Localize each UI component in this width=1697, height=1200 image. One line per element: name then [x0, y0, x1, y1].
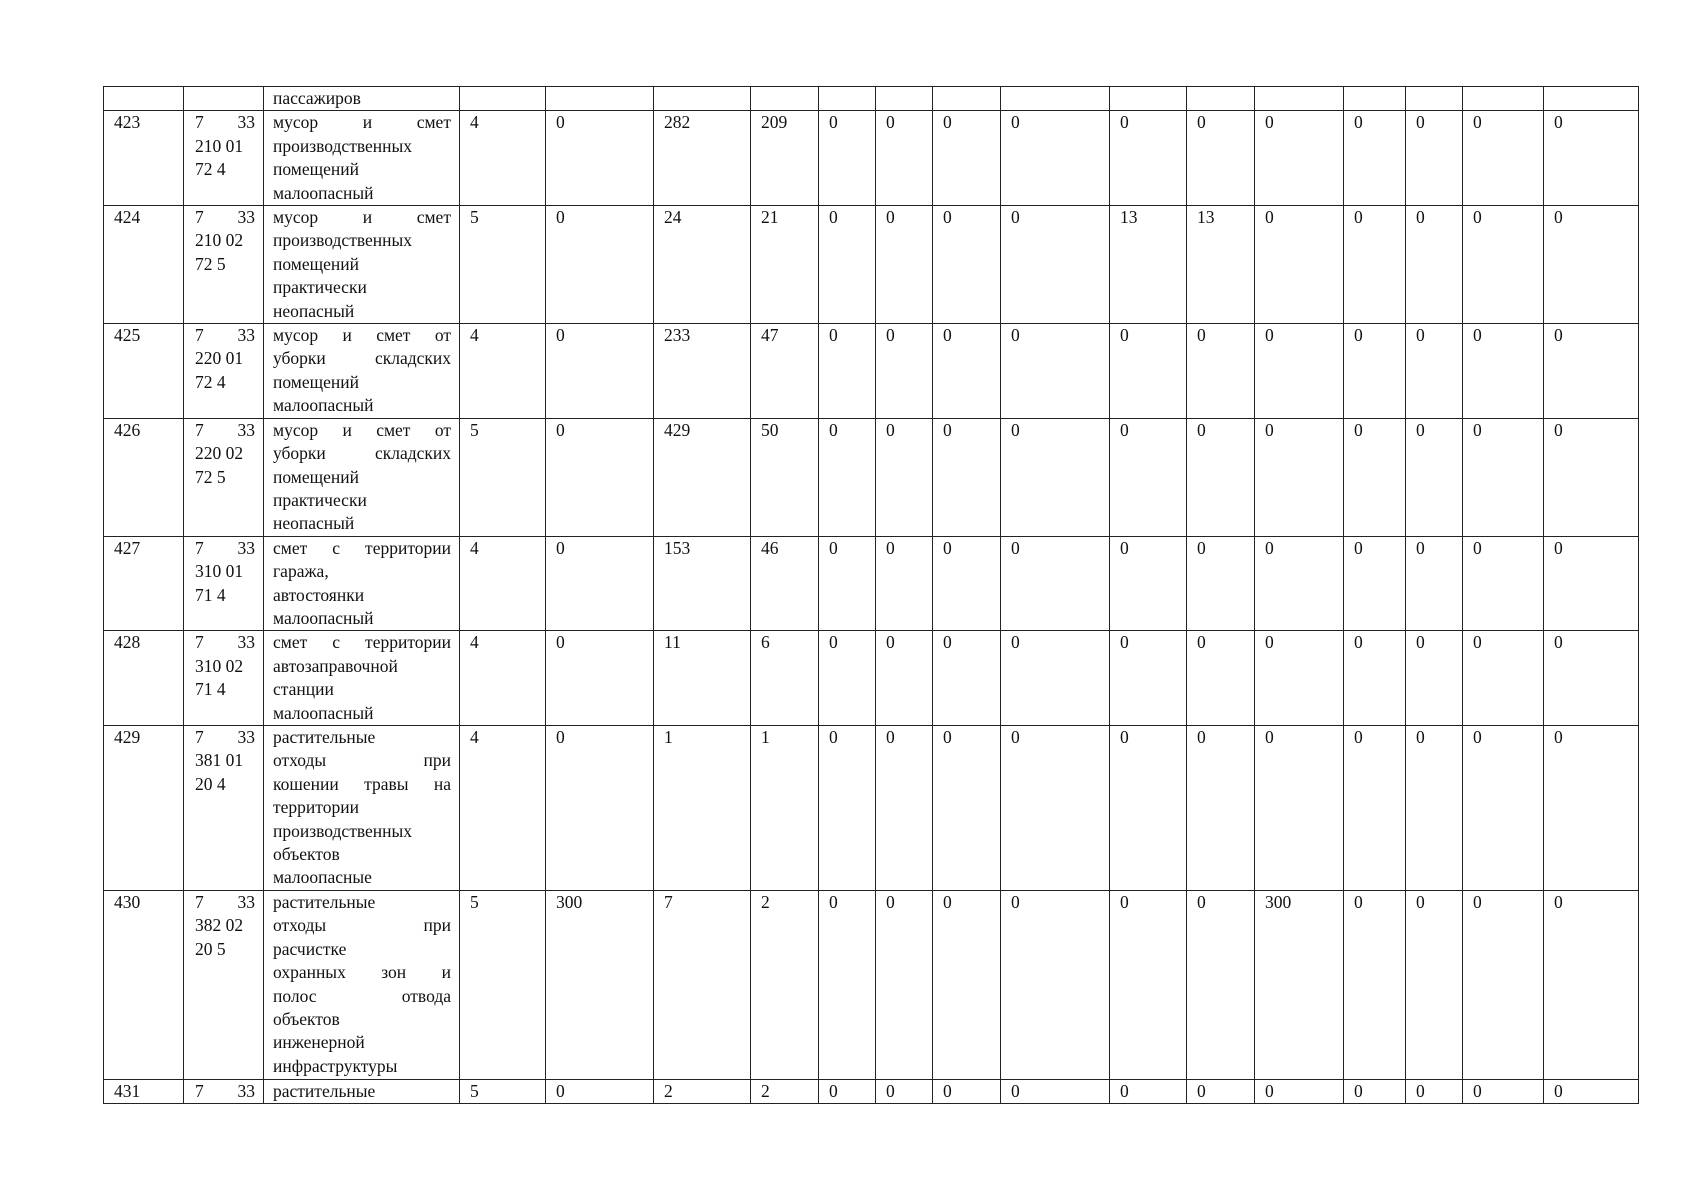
cell-value-col-7: 2 [751, 890, 819, 1079]
cell-value-col-7: 46 [751, 536, 819, 631]
cell-value-col-13: 13 [1187, 206, 1255, 324]
cell-value-col-5: 0 [546, 536, 654, 631]
cell-value-col-10: 0 [933, 1079, 1001, 1103]
cell-row-number: 424 [104, 206, 184, 324]
cell-value-col-8: 0 [819, 631, 876, 726]
cell-value-col-16: 0 [1406, 631, 1463, 726]
cell-value-col-6: 7 [654, 890, 751, 1079]
cell-value-col-17 [1463, 87, 1544, 111]
cell-value-col-16: 0 [1406, 1079, 1463, 1103]
table-row [104, 324, 1639, 419]
cell-value-col-4: 4 [460, 324, 546, 419]
waste-code-line: 7 33 [195, 325, 255, 346]
cell-value-col-4: 4 [460, 111, 546, 206]
cell-value-col-14: 0 [1255, 111, 1344, 206]
waste-name-line: помещений [273, 159, 359, 180]
cell-value-col-16: 0 [1406, 536, 1463, 631]
cell-value-col-10: 0 [933, 536, 1001, 631]
waste-code-line: 72 5 [195, 253, 226, 274]
cell-value-col-18: 0 [1544, 111, 1639, 206]
waste-name-line: мусор и смет [273, 207, 451, 228]
cell-value-col-5: 0 [546, 111, 654, 206]
cell-value-col-14: 0 [1255, 536, 1344, 631]
cell-value-col-14: 300 [1255, 890, 1344, 1079]
waste-name-line: станции [273, 679, 334, 700]
cell-value-col-4 [460, 87, 546, 111]
cell-value-col-17: 0 [1463, 725, 1544, 890]
cell-value-col-10: 0 [933, 418, 1001, 536]
cell-value-col-16: 0 [1406, 418, 1463, 536]
waste-code-line: 7 33 [195, 1080, 255, 1101]
waste-name-line: растительные [273, 1080, 376, 1101]
cell-value-col-18: 0 [1544, 1079, 1639, 1103]
cell-waste-name [264, 206, 460, 324]
cell-value-col-7: 209 [751, 111, 819, 206]
waste-name-line: практически [273, 489, 367, 510]
cell-value-col-12: 0 [1110, 1079, 1187, 1103]
cell-value-col-13: 0 [1187, 1079, 1255, 1103]
waste-code-line: 7 33 [195, 419, 255, 440]
cell-value-col-15: 0 [1344, 324, 1406, 419]
cell-row-number: 431 [104, 1079, 184, 1103]
cell-value-col-11: 0 [1001, 725, 1110, 890]
cell-value-col-6: 153 [654, 536, 751, 631]
cell-value-col-10: 0 [933, 890, 1001, 1079]
waste-code-line: 71 4 [195, 584, 226, 605]
cell-row-number: 429 [104, 725, 184, 890]
waste-name-line: мусор и смет от [273, 419, 451, 440]
cell-value-col-6: 24 [654, 206, 751, 324]
cell-waste-code [184, 206, 264, 324]
waste-table [103, 86, 1639, 1104]
table-row [104, 418, 1639, 536]
cell-value-col-7: 47 [751, 324, 819, 419]
waste-name-line: отходы при [273, 915, 451, 936]
cell-value-col-11: 0 [1001, 890, 1110, 1079]
table-row [104, 87, 1639, 111]
cell-value-col-12: 0 [1110, 536, 1187, 631]
cell-value-col-15: 0 [1344, 536, 1406, 631]
table-row [104, 111, 1639, 206]
cell-waste-name [264, 418, 460, 536]
waste-code-line: 72 4 [195, 371, 226, 392]
waste-name-line: неопасный [273, 300, 355, 321]
cell-value-col-6 [654, 87, 751, 111]
waste-name-line: охранных зон и [273, 962, 451, 983]
waste-code-line: 310 02 [195, 655, 244, 676]
cell-row-number: 428 [104, 631, 184, 726]
waste-code-line: 210 02 [195, 230, 244, 251]
cell-value-col-11: 0 [1001, 111, 1110, 206]
cell-value-col-14: 0 [1255, 631, 1344, 726]
cell-value-col-15: 0 [1344, 206, 1406, 324]
waste-name-line: малоопасный [273, 395, 374, 416]
cell-value-col-14: 0 [1255, 1079, 1344, 1103]
cell-value-col-6: 233 [654, 324, 751, 419]
cell-value-col-15: 0 [1344, 631, 1406, 726]
waste-name-line: малоопасные [273, 867, 372, 888]
table-row [104, 725, 1639, 890]
waste-name-line: расчистке [273, 938, 347, 959]
cell-value-col-11: 0 [1001, 631, 1110, 726]
waste-code-line: 210 01 [195, 135, 244, 156]
waste-name-line: помещений [273, 466, 359, 487]
cell-value-col-15: 0 [1344, 418, 1406, 536]
cell-value-col-16: 0 [1406, 725, 1463, 890]
cell-value-col-8: 0 [819, 725, 876, 890]
waste-name-line: гаража, [273, 561, 329, 582]
cell-value-col-9: 0 [876, 536, 933, 631]
waste-name-line: производственных [273, 820, 413, 841]
table-row [104, 890, 1639, 1079]
waste-name-line: автозаправочной [273, 655, 398, 676]
cell-value-col-11: 0 [1001, 206, 1110, 324]
waste-name-line: инженерной [273, 1032, 365, 1053]
waste-name-line: малоопасный [273, 607, 374, 628]
cell-value-col-7: 50 [751, 418, 819, 536]
cell-value-col-13: 0 [1187, 324, 1255, 419]
cell-value-col-4: 4 [460, 725, 546, 890]
cell-value-col-11: 0 [1001, 324, 1110, 419]
cell-waste-code [184, 324, 264, 419]
cell-row-number: 425 [104, 324, 184, 419]
waste-name-line: инфраструктуры [273, 1055, 398, 1076]
cell-value-col-14 [1255, 87, 1344, 111]
waste-name-line: неопасный [273, 513, 355, 534]
cell-value-col-18: 0 [1544, 206, 1639, 324]
waste-code-line: 7 33 [195, 632, 255, 653]
waste-name-line: смет с территории [273, 537, 451, 558]
waste-code-line: 20 5 [195, 938, 226, 959]
cell-value-col-13: 0 [1187, 111, 1255, 206]
table-row [104, 536, 1639, 631]
cell-value-col-12: 0 [1110, 890, 1187, 1079]
cell-value-col-4: 5 [460, 418, 546, 536]
cell-value-col-7: 6 [751, 631, 819, 726]
cell-waste-code [184, 536, 264, 631]
cell-waste-name [264, 1079, 460, 1103]
cell-value-col-4: 5 [460, 206, 546, 324]
cell-value-col-13: 0 [1187, 725, 1255, 890]
cell-value-col-8: 0 [819, 1079, 876, 1103]
cell-value-col-18: 0 [1544, 418, 1639, 536]
cell-value-col-5: 0 [546, 324, 654, 419]
cell-value-col-11: 0 [1001, 418, 1110, 536]
cell-value-col-12 [1110, 87, 1187, 111]
waste-name-line: растительные [273, 891, 376, 912]
cell-value-col-7 [751, 87, 819, 111]
waste-name-line: помещений [273, 371, 359, 392]
cell-value-col-10: 0 [933, 725, 1001, 890]
cell-value-col-14: 0 [1255, 206, 1344, 324]
cell-value-col-16: 0 [1406, 324, 1463, 419]
cell-value-col-17: 0 [1463, 206, 1544, 324]
table-row [104, 206, 1639, 324]
cell-value-col-15: 0 [1344, 111, 1406, 206]
waste-code-line: 310 01 [195, 561, 244, 582]
waste-name-line: производственных [273, 135, 413, 156]
cell-waste-name [264, 87, 460, 111]
waste-name-line: уборки складских [273, 348, 451, 369]
cell-value-col-6: 11 [654, 631, 751, 726]
cell-value-col-6: 1 [654, 725, 751, 890]
table-body [104, 87, 1639, 1104]
cell-value-col-4: 5 [460, 890, 546, 1079]
waste-code-line: 20 4 [195, 773, 226, 794]
cell-value-col-18: 0 [1544, 890, 1639, 1079]
cell-waste-name [264, 631, 460, 726]
waste-name-line: отходы при [273, 750, 451, 771]
cell-value-col-10 [933, 87, 1001, 111]
cell-value-col-8: 0 [819, 111, 876, 206]
cell-waste-code [184, 725, 264, 890]
cell-value-col-10: 0 [933, 631, 1001, 726]
waste-code-line: 71 4 [195, 679, 226, 700]
table-row [104, 1079, 1639, 1103]
waste-name-line: автостоянки [273, 584, 365, 605]
cell-row-number: 423 [104, 111, 184, 206]
cell-value-col-12: 0 [1110, 111, 1187, 206]
cell-value-col-4: 4 [460, 536, 546, 631]
waste-name-line: территории [273, 797, 359, 818]
cell-value-col-9: 0 [876, 206, 933, 324]
cell-value-col-13: 0 [1187, 631, 1255, 726]
cell-value-col-7: 21 [751, 206, 819, 324]
cell-value-col-15: 0 [1344, 725, 1406, 890]
cell-value-col-11 [1001, 87, 1110, 111]
cell-value-col-17: 0 [1463, 418, 1544, 536]
cell-value-col-17: 0 [1463, 111, 1544, 206]
cell-value-col-5: 0 [546, 631, 654, 726]
cell-waste-name [264, 725, 460, 890]
waste-code-line: 382 02 [195, 915, 244, 936]
cell-value-col-14: 0 [1255, 324, 1344, 419]
cell-value-col-13: 0 [1187, 536, 1255, 631]
cell-value-col-9: 0 [876, 725, 933, 890]
waste-name-line: пассажиров [273, 88, 361, 108]
cell-waste-code [184, 631, 264, 726]
cell-value-col-16 [1406, 87, 1463, 111]
cell-value-col-13 [1187, 87, 1255, 111]
waste-code-line: 72 4 [195, 159, 226, 180]
cell-value-col-17: 0 [1463, 1079, 1544, 1103]
cell-value-col-5: 0 [546, 206, 654, 324]
cell-value-col-13: 0 [1187, 418, 1255, 536]
cell-value-col-9: 0 [876, 418, 933, 536]
cell-value-col-12: 13 [1110, 206, 1187, 324]
waste-code-line: 7 33 [195, 891, 255, 912]
cell-waste-name [264, 324, 460, 419]
waste-name-line: производственных [273, 230, 413, 251]
cell-value-col-16: 0 [1406, 111, 1463, 206]
cell-row-number: 427 [104, 536, 184, 631]
cell-waste-code [184, 890, 264, 1079]
cell-value-col-8: 0 [819, 536, 876, 631]
cell-value-col-11: 0 [1001, 536, 1110, 631]
cell-value-col-5: 300 [546, 890, 654, 1079]
waste-name-line: кошении травы на [273, 773, 451, 794]
cell-value-col-6: 429 [654, 418, 751, 536]
cell-waste-name [264, 536, 460, 631]
waste-name-line: растительные [273, 726, 376, 747]
cell-value-col-7: 2 [751, 1079, 819, 1103]
cell-value-col-9: 0 [876, 890, 933, 1079]
waste-code-line: 7 33 [195, 726, 255, 747]
cell-value-col-17: 0 [1463, 890, 1544, 1079]
waste-name-line: уборки складских [273, 443, 451, 464]
cell-value-col-8: 0 [819, 324, 876, 419]
table-row [104, 631, 1639, 726]
cell-row-number [104, 87, 184, 111]
cell-value-col-15: 0 [1344, 890, 1406, 1079]
cell-value-col-18 [1544, 87, 1639, 111]
cell-value-col-9: 0 [876, 1079, 933, 1103]
cell-waste-code [184, 111, 264, 206]
waste-name-line: малоопасный [273, 702, 374, 723]
cell-value-col-12: 0 [1110, 418, 1187, 536]
cell-value-col-18: 0 [1544, 324, 1639, 419]
waste-code-line: 220 02 [195, 443, 244, 464]
cell-value-col-5 [546, 87, 654, 111]
cell-waste-code [184, 87, 264, 111]
waste-name-line: помещений [273, 253, 359, 274]
waste-code-line: 220 01 [195, 348, 244, 369]
cell-value-col-9: 0 [876, 324, 933, 419]
cell-value-col-4: 4 [460, 631, 546, 726]
cell-value-col-5: 0 [546, 418, 654, 536]
cell-value-col-10: 0 [933, 324, 1001, 419]
cell-value-col-18: 0 [1544, 631, 1639, 726]
cell-value-col-15: 0 [1344, 1079, 1406, 1103]
waste-code-line: 7 33 [195, 112, 255, 133]
cell-value-col-9: 0 [876, 631, 933, 726]
cell-value-col-5: 0 [546, 725, 654, 890]
cell-value-col-5: 0 [546, 1079, 654, 1103]
cell-value-col-14: 0 [1255, 725, 1344, 890]
cell-value-col-17: 0 [1463, 324, 1544, 419]
cell-waste-name [264, 111, 460, 206]
cell-waste-name [264, 890, 460, 1079]
cell-row-number: 426 [104, 418, 184, 536]
waste-name-line: мусор и смет от [273, 325, 451, 346]
cell-value-col-9: 0 [876, 111, 933, 206]
cell-value-col-12: 0 [1110, 725, 1187, 890]
waste-code-line: 72 5 [195, 466, 226, 487]
cell-value-col-8: 0 [819, 206, 876, 324]
waste-name-line: практически [273, 277, 367, 298]
waste-name-line: мусор и смет [273, 112, 451, 133]
cell-value-col-8 [819, 87, 876, 111]
waste-code-line: 7 33 [195, 207, 255, 228]
cell-value-col-6: 2 [654, 1079, 751, 1103]
cell-value-col-18: 0 [1544, 536, 1639, 631]
cell-row-number: 430 [104, 890, 184, 1079]
cell-value-col-10: 0 [933, 206, 1001, 324]
waste-code-line: 7 33 [195, 537, 255, 558]
cell-value-col-8: 0 [819, 418, 876, 536]
waste-code-line: 381 01 [195, 750, 244, 771]
cell-value-col-14: 0 [1255, 418, 1344, 536]
cell-value-col-18: 0 [1544, 725, 1639, 890]
cell-value-col-4: 5 [460, 1079, 546, 1103]
waste-name-line: объектов [273, 844, 340, 864]
cell-value-col-16: 0 [1406, 206, 1463, 324]
cell-value-col-11: 0 [1001, 1079, 1110, 1103]
cell-value-col-17: 0 [1463, 536, 1544, 631]
waste-name-line: смет с территории [273, 632, 451, 653]
cell-value-col-15 [1344, 87, 1406, 111]
cell-value-col-10: 0 [933, 111, 1001, 206]
cell-value-col-12: 0 [1110, 324, 1187, 419]
cell-value-col-7: 1 [751, 725, 819, 890]
waste-name-line: полос отвода [273, 985, 451, 1006]
cell-waste-code [184, 1079, 264, 1103]
waste-name-line: объектов [273, 1009, 340, 1029]
cell-value-col-6: 282 [654, 111, 751, 206]
cell-waste-code [184, 418, 264, 536]
cell-value-col-8: 0 [819, 890, 876, 1079]
cell-value-col-12: 0 [1110, 631, 1187, 726]
cell-value-col-17: 0 [1463, 631, 1544, 726]
cell-value-col-9 [876, 87, 933, 111]
cell-value-col-16: 0 [1406, 890, 1463, 1079]
waste-name-line: малоопасный [273, 182, 374, 203]
cell-value-col-13: 0 [1187, 890, 1255, 1079]
